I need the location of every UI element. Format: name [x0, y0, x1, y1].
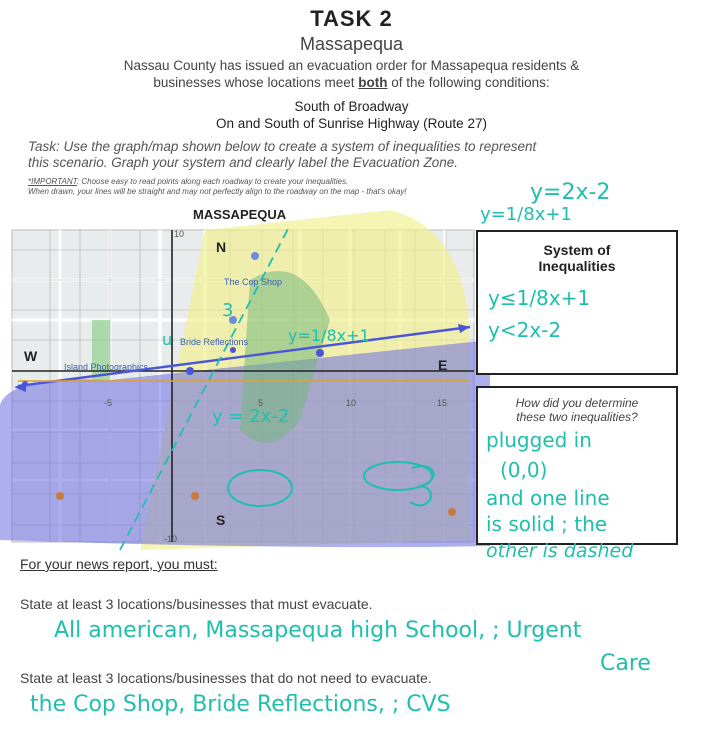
task-line-2: this scenario. Graph your system and clearly label the Evacuation Zone. — [28, 155, 458, 170]
answer-line-3: and one line — [486, 486, 610, 510]
prompt-must-evacuate: State at least 3 locations/businesses that must evacuate. — [20, 596, 373, 612]
inequality-2: y<2x-2 — [488, 318, 562, 342]
explanation-question — [478, 396, 676, 424]
answer-must-evacuate: All american, Massapequa high School, ; Urgent — [54, 618, 582, 643]
map-pin-icon — [251, 252, 259, 260]
place-island-photographics: Island Photographics — [64, 362, 149, 372]
intro-line-2 — [0, 75, 703, 90]
condition-1: South of Broadway — [294, 99, 409, 114]
answer-must-evacuate-cont: Care — [600, 651, 651, 676]
point-marker — [186, 367, 194, 375]
compass-north: N — [216, 239, 227, 255]
prompt-no-evacuate: State at least 3 locations/businesses that do not need to evacuate. — [20, 670, 432, 686]
system-of-inequalities-box — [476, 230, 678, 375]
answer-line-5: other is dashed — [486, 540, 634, 562]
place-cop-shop: The Cop Shop — [224, 277, 283, 287]
compass-west: W — [24, 348, 38, 364]
important-line-2: When drawn, your lines will be straight and may not perfectly align to the roadway on the map - that's okay! — [28, 187, 407, 196]
tick-label-x15: 15 — [437, 398, 448, 408]
intro-line-1: Nassau County has issued an evacuation order for Massapequa residents & — [123, 58, 580, 73]
margin-equation-1: y=2x-2 — [530, 180, 611, 205]
handwritten-label-line2: y = 2x-2 — [212, 406, 290, 427]
tick-label-x5: 5 — [258, 398, 264, 408]
page-subtitle: Massapequa — [299, 34, 404, 54]
answer-no-evacuate: the Cop Shop, Bride Reflections, ; CVS — [30, 692, 451, 717]
tick-label-y10: 10 — [174, 229, 185, 239]
answer-line-4: is solid ; the — [486, 512, 608, 536]
system-box-title-line1: System of — [543, 242, 611, 258]
map-pin-icon — [448, 508, 456, 516]
system-box-title-line2: Inequalities — [538, 258, 616, 274]
intro-line-2-post: of the following conditions: — [387, 75, 550, 90]
intro-line-2-pre: businesses whose locations meet — [153, 75, 359, 90]
important-label: *IMPORTANT — [28, 177, 77, 186]
inequality-1: y≤1/8x+1 — [488, 286, 591, 310]
intro-emphasis: both — [358, 75, 388, 90]
explanation-question-line1: How did you determine — [515, 396, 639, 410]
compass-south: S — [216, 512, 226, 528]
tick-label-x-neg5: -5 — [104, 398, 113, 408]
point-marker — [22, 381, 28, 387]
handwritten-mark-u: u — [162, 330, 173, 349]
task-line-1: Task: Use the graph/map shown below to create a system of inequalities to represent — [28, 139, 537, 154]
system-box-title — [478, 242, 676, 274]
map-caption: MASSAPEQUA — [193, 207, 287, 222]
map-pin-icon — [191, 492, 199, 500]
handwritten-label-line1: y=1/8x+1 — [288, 326, 370, 345]
point-marker — [316, 349, 324, 357]
answer-line-1: plugged in — [486, 428, 592, 452]
tick-label-y-neg10: -10 — [164, 534, 178, 544]
handwritten-mark-3: 3 — [222, 300, 234, 321]
margin-equation-2: y=1/8x+1 — [480, 204, 572, 225]
condition-2: On and South of Sunrise Highway (Route 27) — [216, 116, 487, 131]
tick-label-x10: 10 — [346, 398, 357, 408]
compass-east: E — [438, 357, 448, 373]
task-instructions — [28, 139, 678, 171]
news-report-title: For your news report, you must: — [20, 556, 218, 572]
point-marker — [230, 347, 236, 353]
explanation-question-line2: these two inequalities? — [516, 410, 638, 424]
answer-line-2: (0,0) — [500, 458, 548, 482]
place-bride-reflections: Bride Reflections — [180, 337, 249, 347]
map-pin-icon — [56, 492, 64, 500]
important-line-1: : Choose easy to read points along each roadway to create your inequalities. — [76, 177, 349, 186]
page-title: TASK 2 — [310, 6, 393, 31]
